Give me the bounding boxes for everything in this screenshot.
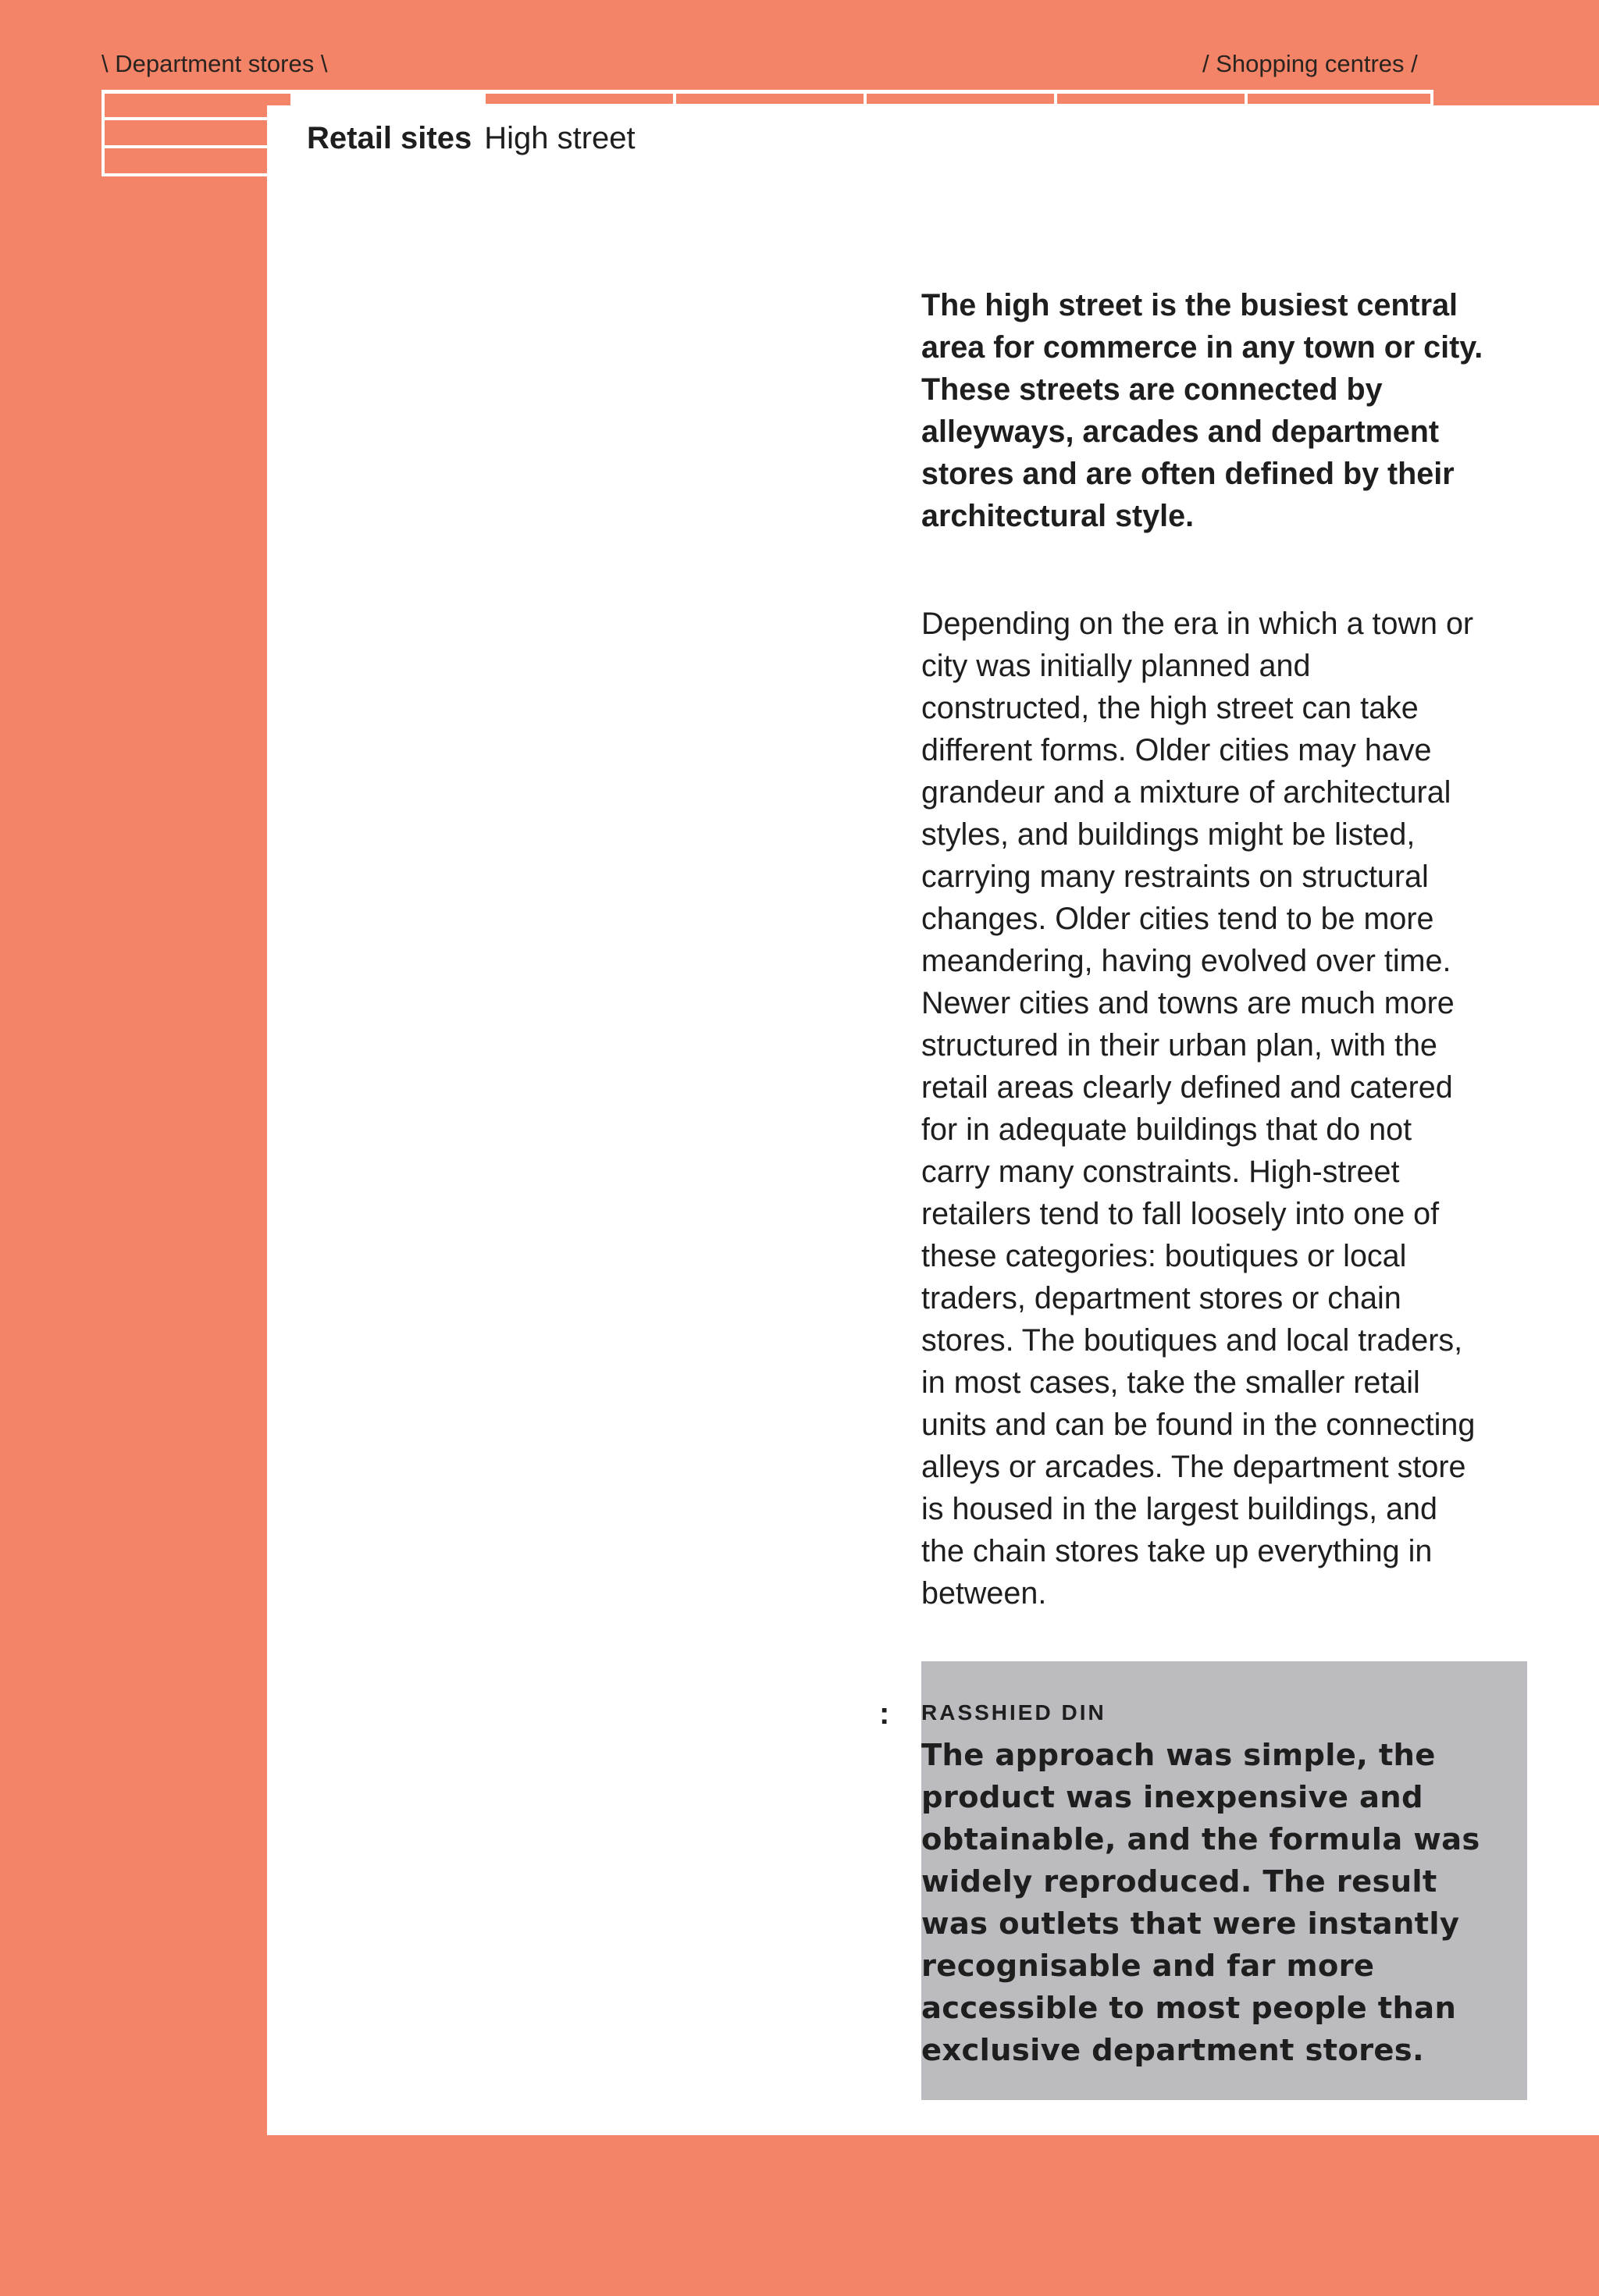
lead-paragraph: The high street is the busiest central area for commerce in any town or city. These streets are connected by alleyways, arcades and department stores and are often defined by their architectural style. [921,288,1483,533]
section-title [307,119,636,158]
tab-cell [483,90,676,107]
section-name: Retail sites [307,121,472,155]
tab-cell [673,90,867,107]
tab-cell [1245,90,1433,107]
tab-cell [864,90,1057,107]
quote-text: The approach was simple, the product was inexpensive and obtainable, and the formula was widely reproduced. The result was outlets that were instantly recognisable and far more accessible to most people than exclusive department stores. [921,1738,1480,2068]
nav-next-section[interactable]: / Shopping centres / [1202,50,1418,77]
tab-cell [1054,90,1248,107]
nav-prev-section[interactable]: \ Department stores \ [101,50,328,77]
section-subtitle: High street [484,121,636,155]
grid-line [101,117,269,120]
body-paragraph: Depending on the era in which a town or city was initially planned and constructed, the high street can take different forms. Older cities may have grandeur and a mixture of architectural styles, and buildings might be listed, carrying many restraints on structural changes. Older cities tend to be more meandering, having evolved over time. Newer cities and towns are much more structured in their urban plan, with the retail areas clearly defined and catered for in adequate buildings that do not carry many constraints. High-street retailers tend to fall loosely into one of these categories: boutiques or local traders, department stores or chain stores. The boutiques and local traders, in most cases, take the smaller retail units and can be found in the connecting alleys or arcades. The department store is housed in the largest buildings, and the chain stores take up everything in between. [921,607,1476,1611]
grid-line [101,145,269,148]
quote-author: RASSHIED DIN [921,1700,1106,1725]
grid-line [101,90,105,176]
quote-marker: : [879,1696,890,1731]
grid-line [101,173,269,176]
